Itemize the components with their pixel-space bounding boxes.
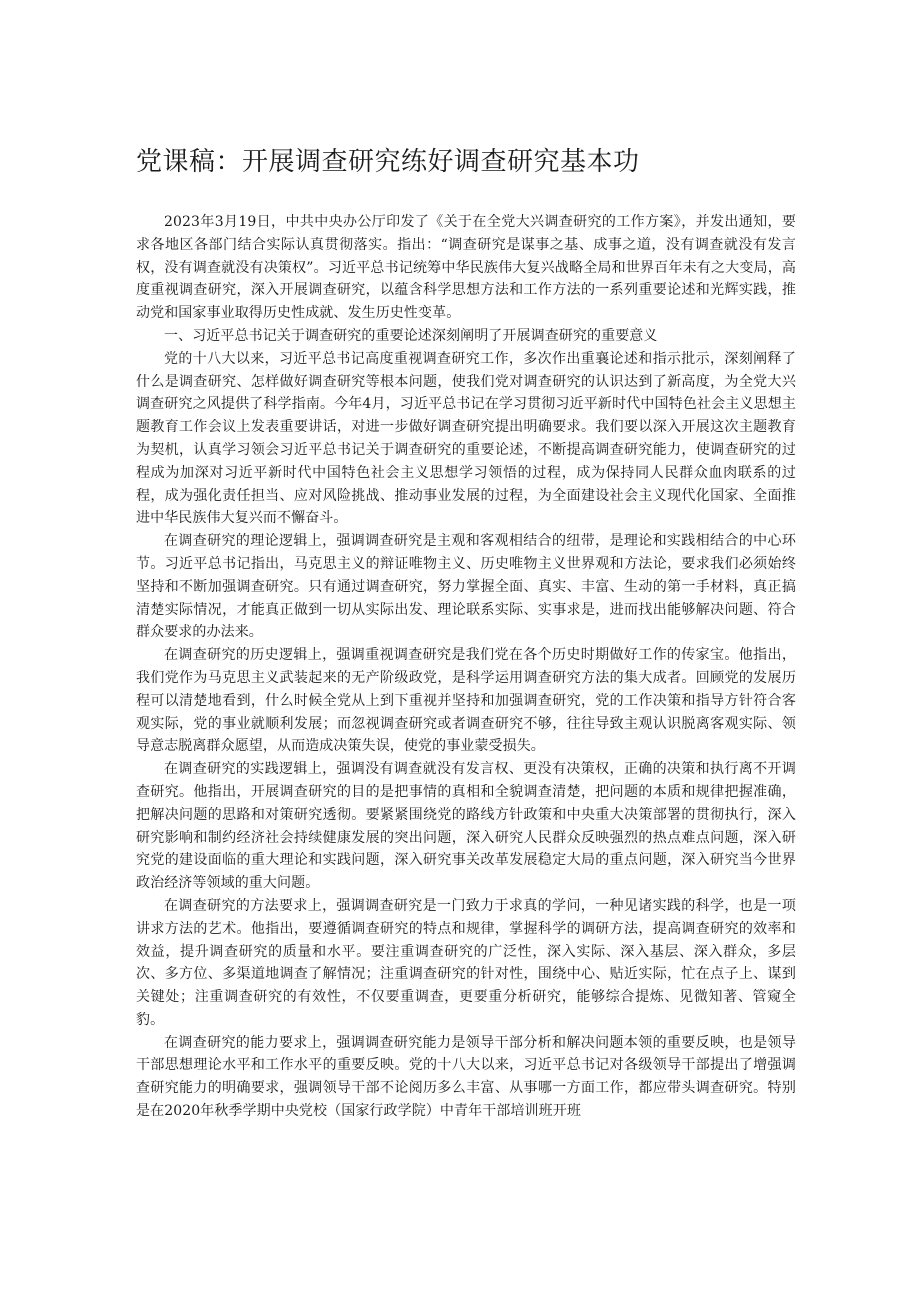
paragraph-practical-logic: 在调查研究的实践逻辑上，强调没有调查就没有发言权、更没有决策权，正确的决策和执行离不开调查研究。他指出，开展调查研究的目的是把事情的真相和全貌调查清楚，把问题的本质和规律把握准确，把解决问题的思路和对策研究透彻。要紧紧围绕党的路线方针政策和中央重大决策部署的贯彻执行，深入研究影响和制约经济社会持续健康发展的突出问题，深入研究人民群众反映强烈的热点难点问题，深入研究党的建设面临的重大理论和实践问题，深入研究事关改革发展稳定大局的重点问题，深入研究当今世界政治经济等领域的重大问题。	[136, 761, 796, 892]
paragraph-theoretical-logic: 在调查研究的理论逻辑上，强调调查研究是主观和客观相结合的纽带，是理论和实践相结合的中心环节。习近平总书记指出，马克思主义的辩证唯物主义、历史唯物主义世界观和方法论，要求我们必须始终坚持和不断加强调查研究。只有通过调查研究，努力掌握全面、真实、丰富、生动的第一手材料，真正搞清楚实际情况，才能真正做到一切从实际出发、理论联系实际、实事求是，进而找出能够解决问题、符合群众要求的办法来。	[136, 533, 796, 641]
paragraph-intro: 2023年3月19日，中共中央办公厅印发了《关于在全党大兴调查研究的工作方案》，并发出通知，要求各地区各部门结合实际认真贯彻落实。指出：“调查研究是谋事之基、成事之道，没有调查就没有发言权，没有调查就没有决策权”。习近平总书记统筹中华民族伟大复兴战略全局和世界百年未有之大变局，高度重视调查研究，深入开展调查研究，以蕴含科学思想方法和工作方法的一系列重要论述和光辉实践，推动党和国家事业取得历史性成就、发生历史性变革。	[136, 214, 796, 322]
paragraph-ability-requirements: 在调查研究的能力要求上，强调调查研究能力是领导干部分析和解决问题本领的重要反映，也是领导干部思想理论水平和工作水平的重要反映。党的十八大以来，习近平总书记对各级领导干部提出了增强调查研究能力的明确要求，强调领导干部不论阅历多么丰富、从事哪一方面工作，都应带头调查研究。特别是在2020年秋季学期中央党校（国家行政学院）中青年干部培训班开班	[136, 1034, 796, 1120]
document-page	[136, 140, 796, 1123]
section-heading-1: 一、习近平总书记关于调查研究的重要论述深刻阐明了开展调查研究的重要意义	[164, 327, 658, 344]
paragraph-overview: 党的十八大以来，习近平总书记高度重视调查研究工作，多次作出重襄论述和指示批示，深刻阐释了什么是调查研究、怎样做好调查研究等根本问题，使我们党对调查研究的认识达到了新高度，为全党大兴调查研究之风提供了科学指南。今年4月，习近平总书记在学习贯彻习近平新时代中国特色社会主义思想主题教育工作会议上发表重要讲话，对进一步做好调查研究提出明确要求。我们要以深入开展这次主题教育为契机，认真学习领会习近平总书记关于调查研究的重要论述，不断提高调查研究能力，使调查研究的过程成为加深对习近平新时代中国特色社会主义思想学习领悟的过程，成为保持同人民群众血肉联系的过程，成为强化责任担当、应对风险挑战、推动事业发展的过程，为全面建设社会主义现代化国家、全面推进中华民族伟大复兴而不懈奋斗。	[136, 350, 796, 527]
paragraph-method-requirements: 在调查研究的方法要求上，强调调查研究是一门致力于求真的学问，一种见诸实践的科学，也是一项讲求方法的艺术。他指出，要遵循调查研究的特点和规律，掌握科学的调研方法，提高调查研究的效率和效益，提升调查研究的质量和水平。要注重调查研究的广泛性，深入实际、深入基层、深入群众，多层次、多方位、多渠道地调查了解情况；注重调查研究的针对性，围绕中心、贴近实际，忙在点子上、谋到关键处；注重调查研究的有效性，不仅要重调查，更要重分析研究，能够综合提炼、见微知著、管窥全豹。	[136, 897, 796, 1028]
document-title: 党课稿：开展调查研究练好调查研究基本功	[136, 147, 640, 177]
paragraph-historical-logic: 在调查研究的历史逻辑上，强调重视调查研究是我们党在各个历史时期做好工作的传家宝。他指出，我们党作为马克思主义武装起来的无产阶级政党，是科学运用调查研究方法的集大成者。回顾党的发展历程可以清楚地看到，什么时候全党从上到下重视并坚持和加强调查研究，党的工作决策和指导方针符合客观实际，党的事业就顺利发展；而忽视调查研究或者调查研究不够，往往导致主观认识脱离客观实际、领导意志脱离群众愿望，从而造成决策失误，使党的事业蒙受损失。	[136, 647, 796, 755]
